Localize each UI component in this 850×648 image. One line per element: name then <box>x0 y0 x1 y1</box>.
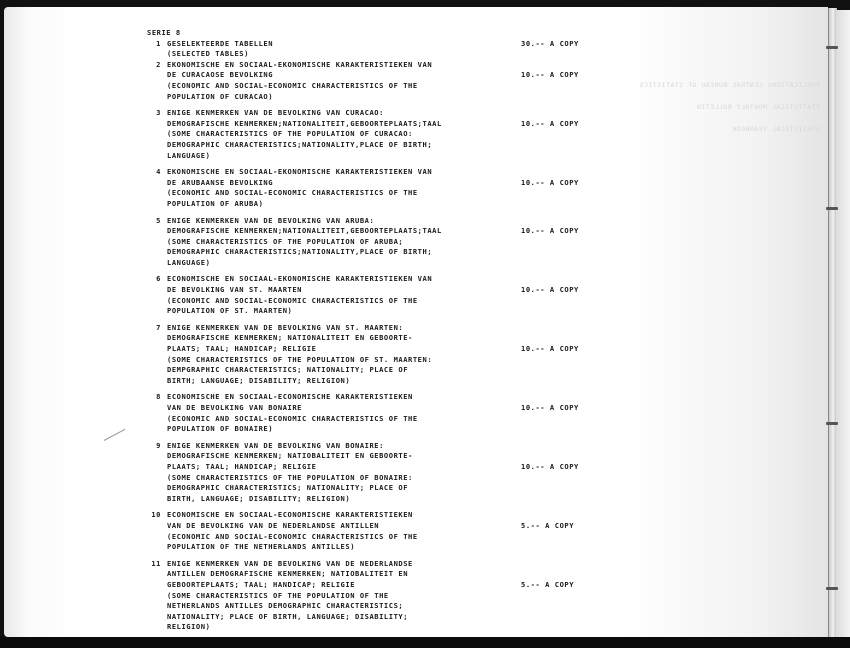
item-text-line: ECONOMISCHE EN SOCIAAL-ECONOMISCHE KARAKTERISTIEKEN <box>167 510 413 520</box>
item-text-line: ENIGE KENMERKEN VAN DE BEVOLKING VAN ST. MAARTEN: <box>167 322 404 332</box>
item-price: 10.-- A COPY <box>521 177 579 187</box>
publication-item <box>147 510 607 552</box>
item-text-line: EKONOMISCHE EN SOCIAAL-EKONOMISCHE KARAKTERISTIEKEN VAN <box>167 59 433 69</box>
item-number: 1 <box>156 38 161 48</box>
publication-item <box>147 39 607 60</box>
item-text-line: DEMOGRAPHIC CHARACTERISTICS;NATIONALITY,PLACE OF BIRTH; <box>167 247 433 257</box>
item-text-line: DEMOGRAPHIC CHARACTERISTICS; NATIONALITY; PLACE OF <box>167 483 409 493</box>
item-number: 11 <box>151 558 161 568</box>
item-text-line: DE BEVOLKING VAN ST. MAARTEN <box>167 285 302 295</box>
item-number: 4 <box>156 167 161 177</box>
series-title: SERIE 8 <box>147 28 181 37</box>
item-text-line: (ECONOMIC AND SOCIAL-ECONOMIC CHARACTERISTICS OF THE <box>167 80 418 90</box>
publication-item <box>147 108 607 161</box>
binder-clip <box>826 207 838 210</box>
item-price: 10.-- A COPY <box>521 403 579 412</box>
item-price: 10.-- A COPY <box>521 461 579 471</box>
item-text-line: POPULATION OF ST. MAARTEN) <box>167 306 293 316</box>
page-edge <box>836 10 850 638</box>
item-text-line: GEBOORTEPLAATS; TAAL; HANDICAP; RELIGIE <box>167 579 356 589</box>
item-price: 10.-- A COPY <box>521 118 579 128</box>
publication-item <box>147 216 607 269</box>
item-number: 3 <box>156 108 161 118</box>
item-text-line: PLAATS; TAAL; HANDICAP; RELIGIE <box>167 344 317 354</box>
item-text-line: DEMOGRAFISCHE KENMERKEN;NATIONALITEIT,GEBOORTEPLAATS;TAAL <box>167 226 442 236</box>
item-price: 5.-- A COPY <box>521 579 575 589</box>
binder-clip <box>826 587 838 590</box>
item-text-line: (ECONOMIC AND SOCIAL-ECONOMIC CHARACTERISTICS OF THE <box>167 295 418 305</box>
publication-item <box>147 60 607 102</box>
item-text-line: VAN DE BEVOLKING VAN DE NEDERLANDSE ANTILLEN <box>167 520 380 530</box>
binder-clip <box>826 46 838 49</box>
item-text-line: PLAATS; TAAL; HANDICAP; RELIGIE <box>167 461 317 471</box>
publication-item <box>147 323 607 387</box>
item-price: 10.-- A COPY <box>521 226 579 236</box>
item-text-line: LANGUAGE) <box>167 150 211 160</box>
item-text-line: POPULATION OF ARUBA) <box>167 198 264 208</box>
item-number: 9 <box>156 440 161 450</box>
binder-clip <box>826 422 838 425</box>
item-number: 8 <box>156 392 161 402</box>
item-number: 7 <box>156 322 161 332</box>
item-text-line: GESELEKTEERDE TABELLEN <box>167 38 274 48</box>
item-text-line: DEMOGRAFISCHE KENMERKEN; NATIOBALITEIT EN GEBOORTE- <box>167 451 413 461</box>
item-text-line: BIRTH, LANGUAGE; DISABILITY; RELIGION) <box>167 493 351 503</box>
publication-item <box>147 274 607 316</box>
item-price: 10.-- A COPY <box>521 285 579 295</box>
item-text-line: (SOME CHARACTERISTICS OF THE POPULATION OF THE <box>167 590 389 600</box>
item-price: 10.-- A COPY <box>521 344 579 354</box>
item-number: 10 <box>151 510 161 520</box>
publication-list <box>147 28 607 639</box>
item-text-line: NATIONALITY; PLACE OF BIRTH, LANGUAGE; DISABILITY; <box>167 611 409 621</box>
item-text-line: ANTILLEN DEMOGRAFISCHE KENMERKEN; NATIOBALITEIT EN <box>167 569 409 579</box>
publication-item <box>147 392 607 434</box>
item-number: 2 <box>156 59 161 69</box>
item-text-line: (ECONOMIC AND SOCIAL-ECONOMIC CHARACTERISTICS OF THE <box>167 188 418 198</box>
item-text-line: DEMOGRAFISCHE KENMERKEN; NATIONALITEIT EN GEBOORTE- <box>167 333 413 343</box>
item-text-line: (ECONOMIC AND SOCIAL-ECONOMIC CHARACTERISTICS OF THE <box>167 413 418 423</box>
item-price: 30.-- A COPY <box>521 38 579 48</box>
item-text-line: DEMPGRAPHIC CHARACTERISTICS; NATIONALITY; PLACE OF <box>167 365 409 375</box>
bleed-through-text: PUBLICATIONS CENTRAL BUREAU OF STATISTICS STATISTICAL MONTHLY BULLETIN STATISTICAL YEARBOOK <box>639 81 820 133</box>
item-text-line: ENIGE KENMERKEN VAN DE BEVOLKING VAN CURACAO: <box>167 108 384 118</box>
item-text-line: ENIGE KENMERKEN VAN DE BEVOLKING VAN BONAIRE: <box>167 440 384 450</box>
item-text-line: POPULATION OF THE NETHERLANDS ANTILLES) <box>167 542 356 552</box>
item-text-line: POPULATION OF CURACAO) <box>167 91 274 101</box>
item-text-line: LANGUAGE) <box>167 257 211 267</box>
item-text-line: DEMOGRAPHIC CHARACTERISTICS;NATIONALITY,PLACE OF BIRTH; <box>167 139 433 149</box>
publication-item <box>147 441 607 505</box>
item-price: 5.-- A COPY <box>521 520 575 530</box>
item-text-line: (SOME CHARACTERISTICS OF THE POPULATION OF ARUBA; <box>167 236 404 246</box>
item-text-line: (SOME CHARACTERISTICS OF THE POPULATION OF ST. MAARTEN: <box>167 354 433 364</box>
item-text-line: BIRTH; LANGUAGE; DISABILITY; RELIGION) <box>167 375 351 385</box>
item-text-line: (SOME CHARACTERISTICS OF THE POPULATION OF BONAIRE: <box>167 472 413 482</box>
item-text-line: (SOME CHARACTERISTICS OF THE POPULATION OF CURACAO: <box>167 129 413 139</box>
item-text-line: ECONOMISCHE EN SOCIAAL-ECONOMISCHE KARAKTERISTIEKEN <box>167 392 413 402</box>
item-text-line: NETHERLANDS ANTILLES DEMOGRAPHIC CHARACTERISTICS; <box>167 601 404 611</box>
publication-item <box>147 559 607 633</box>
item-text-line: RELIGION) <box>167 622 211 632</box>
item-text-line: DEMOGRAFISCHE KENMERKEN;NATIONALITEIT,GEBOORTEPLAATS;TAAL <box>167 118 442 128</box>
item-number: 5 <box>156 215 161 225</box>
item-text-line: ECONOMISCHE EN SOCIAAL-EKONOMISCHE KARAKTERISTIEKEN VAN <box>167 274 433 284</box>
publication-item <box>147 167 607 209</box>
item-price: 10.-- A COPY <box>521 70 579 80</box>
item-text-line: POPULATION OF BONAIRE) <box>167 424 274 434</box>
item-text-line: DE CURACAOSE BEVOLKING <box>167 70 274 80</box>
item-text-line: ENIGE KENMERKEN VAN DE BEVOLKING VAN ARUBA: <box>167 215 375 225</box>
item-text-line: (ECONOMIC AND SOCIAL-ECONOMIC CHARACTERISTICS OF THE <box>167 531 418 541</box>
item-text-line: (SELECTED TABLES) <box>167 49 249 59</box>
item-text-line: DE ARUBAANSE BEVOLKING <box>167 177 274 187</box>
item-text-line: ENIGE KENMERKEN VAN DE BEVOLKING VAN DE NEDERLANDSE <box>167 558 413 568</box>
item-text-line: EKONOMISCHE EN SOCIAAL-EKONOMISCHE KARAKTERISTIEKEN VAN <box>167 167 433 177</box>
item-number: 6 <box>156 274 161 284</box>
item-text-line: VAN DE BEVOLKING VAN BONAIRE <box>167 403 302 412</box>
